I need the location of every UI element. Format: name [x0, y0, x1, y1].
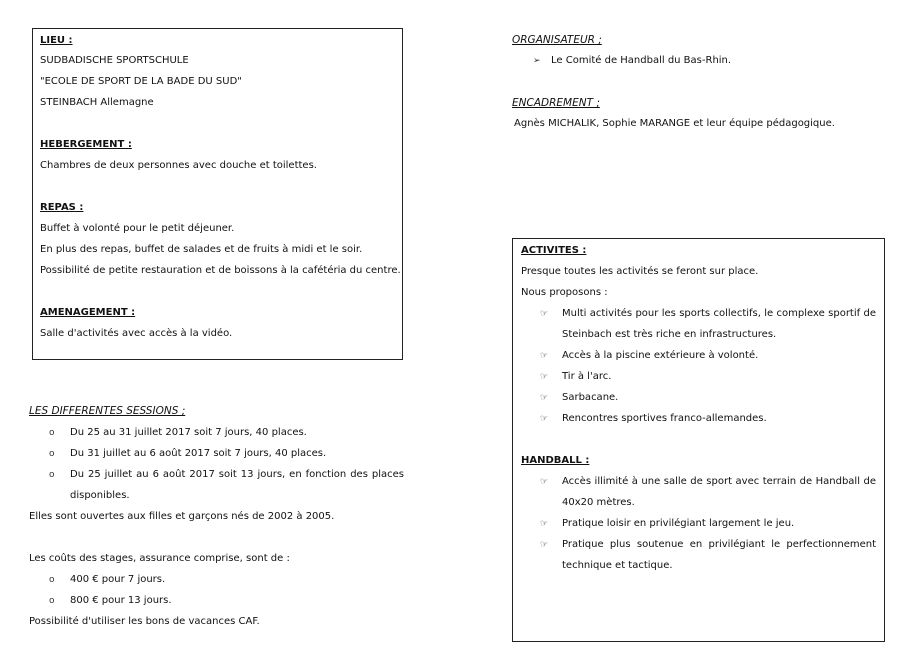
sessions-item-2: Du 31 juillet au 6 août 2017 soit 7 jours, 40 places. [70, 448, 327, 459]
activites-heading: ACTIVITES : [521, 245, 587, 256]
activites-item-4: Sarbacane. [562, 392, 619, 403]
sessions-note: Elles sont ouvertes aux filles et garçons nés de 2002 à 2005. [29, 511, 335, 522]
repas-line-3: Possibilité de petite restauration et de boissons à la cafétéria du centre. [40, 265, 401, 276]
repas-line-1: Buffet à volonté pour le petit déjeuner. [40, 223, 235, 234]
hebergement-heading: HEBERGEMENT : [40, 139, 132, 150]
hand-bullet-icon: ☞ [540, 351, 549, 361]
activites-item-2: Accès à la piscine extérieure à volonté. [562, 350, 759, 361]
organisateur-item-1: Le Comité de Handball du Bas-Rhin. [551, 55, 732, 66]
couts-note: Possibilité d'utiliser les bons de vacances CAF. [29, 616, 260, 627]
hand-bullet-icon: ☞ [540, 519, 549, 529]
handball-heading: HANDBALL : [521, 455, 590, 466]
repas-line-2: En plus des repas, buffet de salades et de fruits à midi et le soir. [40, 244, 363, 255]
encadrement-heading: ENCADREMENT ; [512, 97, 600, 109]
sessions-item-1: Du 25 au 31 juillet 2017 soit 7 jours, 40 places. [70, 427, 307, 438]
activites-item-3: Tir à l'arc. [562, 371, 612, 382]
hand-bullet-icon: ☞ [540, 540, 549, 550]
lieu-line-1: SUDBADISCHE SPORTSCHULE [40, 55, 189, 66]
sessions-heading: LES DIFFERENTES SESSIONS ; [29, 405, 186, 417]
circle-bullet-icon: o [49, 449, 55, 459]
organisateur-heading: ORGANISATEUR ; [512, 34, 602, 46]
circle-bullet-icon: o [49, 596, 55, 606]
circle-bullet-icon: o [49, 470, 55, 480]
amenagement-line-1: Salle d'activités avec accès à la vidéo. [40, 328, 233, 339]
handball-item-3-line-1: Pratique plus soutenue en privilégiant le perfectionnement [562, 539, 876, 550]
arrow-bullet-icon: ➢ [533, 56, 541, 66]
sessions-item-3-line-1: Du 25 juillet au 6 août 2017 soit 13 jours, en fonction des places [70, 469, 404, 480]
handball-item-2: Pratique loisir en privilégiant largement le jeu. [562, 518, 795, 529]
handball-item-1-line-1: Accès illimité à une salle de sport avec terrain de Handball de [562, 476, 876, 487]
activites-line-2: Nous proposons : [521, 287, 608, 298]
activites-item-1-line-2: Steinbach est très riche en infrastructures. [562, 329, 777, 340]
circle-bullet-icon: o [49, 428, 55, 438]
handball-item-1-line-2: 40x20 mètres. [562, 497, 635, 508]
circle-bullet-icon: o [49, 575, 55, 585]
couts-item-2: 800 € pour 13 jours. [70, 595, 172, 606]
lieu-line-2: "ECOLE DE SPORT DE LA BADE DU SUD" [40, 76, 242, 87]
lieu-line-3: STEINBACH Allemagne [40, 97, 154, 108]
activites-item-1-line-1: Multi activités pour les sports collectifs, le complexe sportif de [562, 308, 876, 319]
lieu-heading: LIEU : [40, 35, 73, 46]
hand-bullet-icon: ☞ [540, 372, 549, 382]
handball-item-3-line-2: technique et tactique. [562, 560, 673, 571]
couts-item-1: 400 € pour 7 jours. [70, 574, 166, 585]
couts-intro: Les coûts des stages, assurance comprise, sont de : [29, 553, 290, 564]
hand-bullet-icon: ☞ [540, 309, 549, 319]
hand-bullet-icon: ☞ [540, 393, 549, 403]
activites-line-1: Presque toutes les activités se feront sur place. [521, 266, 759, 277]
hand-bullet-icon: ☞ [540, 477, 549, 487]
hebergement-line-1: Chambres de deux personnes avec douche et toilettes. [40, 160, 317, 171]
repas-heading: REPAS : [40, 202, 84, 213]
sessions-item-3-line-2: disponibles. [70, 490, 130, 501]
amenagement-heading: AMENAGEMENT : [40, 307, 136, 318]
encadrement-line-1: Agnès MICHALIK, Sophie MARANGE et leur équipe pédagogique. [514, 118, 835, 129]
hand-bullet-icon: ☞ [540, 414, 549, 424]
activites-item-5: Rencontres sportives franco-allemandes. [562, 413, 767, 424]
